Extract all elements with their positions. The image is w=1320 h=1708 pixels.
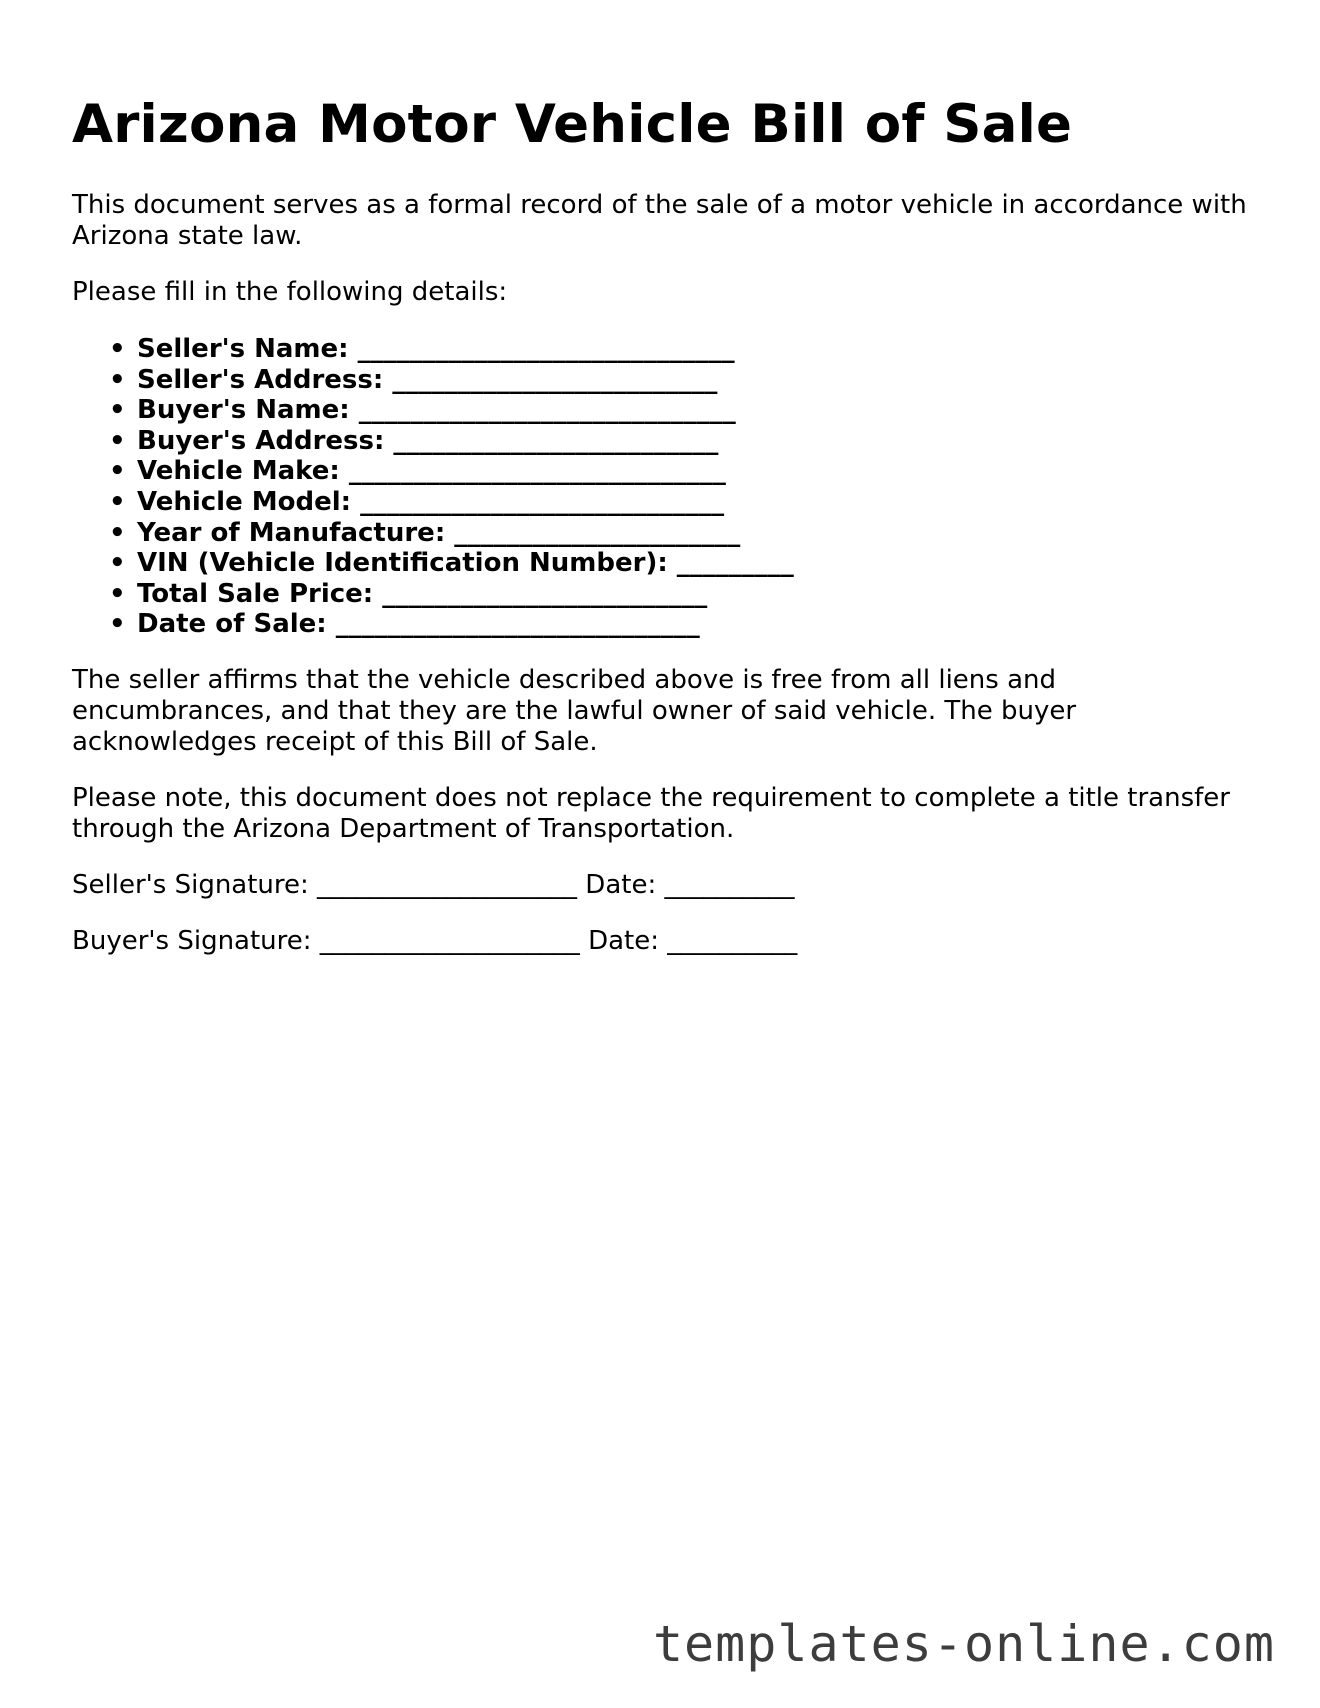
bullet-icon: • <box>109 364 126 395</box>
page-title: Arizona Motor Vehicle Bill of Sale <box>72 94 1073 155</box>
field-label: Seller's Name: _____________________________ <box>137 334 735 364</box>
field-label: Date of Sale: ____________________________ <box>137 609 700 640</box>
note-paragraph: Please note, this document does not replace the requirement to complete a title transfer through the Arizona Department of Transportation. <box>72 782 1230 844</box>
field-year-of-manufacture <box>109 518 1262 549</box>
intro-paragraph: This document serves as a formal record of the sale of a motor vehicle in accordance with Arizona state law. <box>72 190 1247 251</box>
bullet-icon: • <box>109 425 126 456</box>
watermark: templates-online.com <box>652 1615 1275 1673</box>
field-label: Buyer's Address: _________________________ <box>137 425 719 456</box>
bullet-icon: • <box>109 578 126 609</box>
field-label: Vehicle Make: _____________________________ <box>137 456 726 487</box>
field-sellers-name <box>109 334 1262 365</box>
field-label: Buyer's Name: _____________________________ <box>137 395 736 426</box>
field-label: Vehicle Model: ____________________________ <box>137 486 725 517</box>
field-total-sale-price <box>109 579 1262 610</box>
bullet-icon: • <box>109 517 126 548</box>
bullet-icon: • <box>109 548 126 579</box>
details-list <box>72 334 1262 640</box>
affirmation-paragraph: The seller affirms that the vehicle described above is free from all liens and encumbrances, and that they are the lawful owner of said vehicle. The buyer acknowledges receipt of this Bill of Sale. <box>72 664 1077 757</box>
field-vin <box>109 548 1262 579</box>
bullet-icon: • <box>109 395 126 426</box>
field-sellers-address <box>109 365 1262 396</box>
field-label: VIN (Vehicle Identification Number): _________ <box>137 548 794 579</box>
buyer-signature-line: Buyer's Signature: ____________________ Date: __________ <box>72 925 798 956</box>
bullet-icon: • <box>109 609 126 640</box>
field-date-of-sale <box>109 609 1262 640</box>
field-label: Seller's Address: _________________________ <box>137 364 718 395</box>
bullet-icon: • <box>109 486 126 517</box>
bullet-icon: • <box>109 456 126 487</box>
bullet-icon: • <box>109 334 126 364</box>
field-buyers-address <box>109 426 1262 457</box>
document-page <box>72 0 1262 957</box>
seller-signature-line: Seller's Signature: ____________________ Date: __________ <box>72 869 795 900</box>
field-buyers-name <box>109 395 1262 426</box>
instructions-text: Please fill in the following details: <box>72 277 508 307</box>
field-label: Total Sale Price: _________________________ <box>137 578 708 609</box>
field-label: Year of Manufacture: ______________________ <box>137 517 741 548</box>
field-vehicle-make <box>109 456 1262 487</box>
field-vehicle-model <box>109 487 1262 518</box>
